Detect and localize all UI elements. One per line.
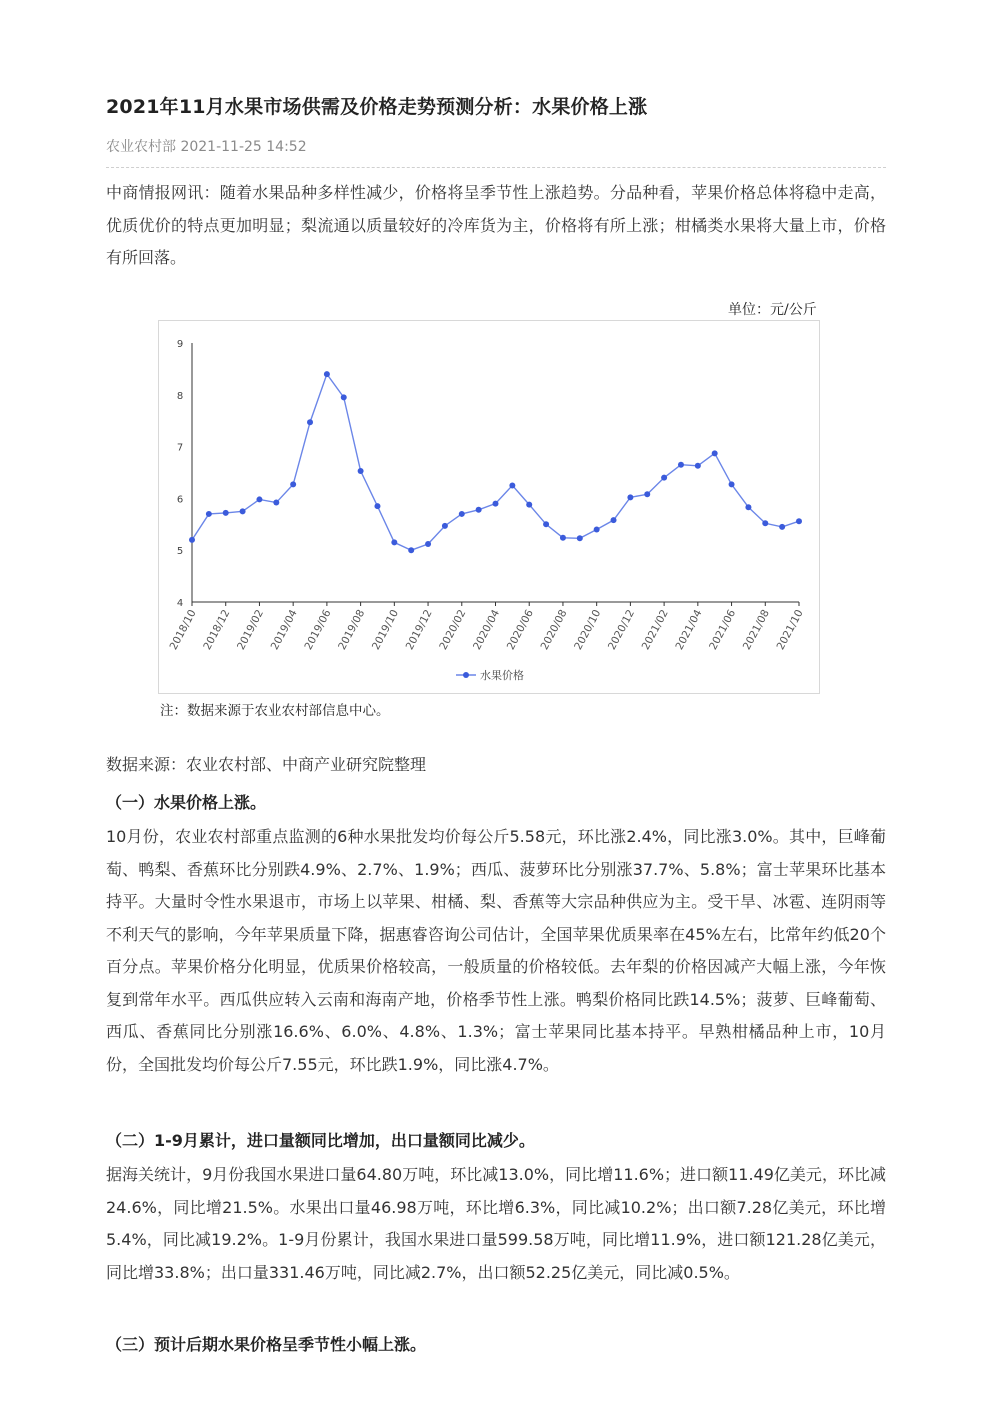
x-tick-label: 2019/12 xyxy=(403,607,435,652)
x-tick-label: 2020/08 xyxy=(538,607,570,652)
intro-paragraph: 中商情报网讯：随着水果品种多样性减少，价格将呈季节性上涨趋势。分品种看，苹果价格总体将稳中走高，优质优价的特点更加明显；梨流通以质量较好的冷库货为主，价格将有所上涨；柑橘类水果将大量上市，价格有所回落。 xyxy=(106,183,886,267)
data-point xyxy=(256,496,262,502)
data-point xyxy=(408,547,414,553)
article-meta: 农业农村部 2021-11-25 14:52 xyxy=(106,139,307,155)
section1-body: 10月份，农业农村部重点监测的6种水果批发均价每公斤5.58元，环比涨2.4%，同比涨3.0%。其中，巨峰葡萄、鸭梨、香蕉环比分别跌4.9%、2.7%、1.9%；西瓜、菠萝环比分别涨37.7%、5.8%；富士苹果环比基本持平。大量时令性水果退市，市场上以苹果、柑橘、梨、香蕉等大宗品种供应为主。受干旱、冰雹、连阴雨等不利天气的影响，今年苹果质量下降，据惠睿咨询公司估计，全国苹果优质果率在45%左右，比常年约低20个百分点。苹果价格分化明显，优质果价格较高，一般质量的价格较低。去年梨的价格因减产大幅上涨，今年恢复到常年水平。西瓜供应转入云南和海南产地，价格季节性上涨。鸭梨价格同比跌14.5%；菠萝、巨峰葡萄、西瓜、香蕉同比分别涨16.6%、6.0%、4.8%、1.3%；富士苹果同比基本持平。早熟柑橘品种上市，10月份，全国批发均价每公斤7.55元，环比跌1.9%，同比涨4.7%。 xyxy=(106,827,886,1074)
x-tick-label: 2020/04 xyxy=(471,607,503,652)
section2-heading: （二）1-9月累计，进口量额同比增加，出口量额同比减少。 xyxy=(106,1131,535,1150)
data-point xyxy=(189,537,195,543)
data-point xyxy=(594,526,600,532)
data-point xyxy=(273,500,279,506)
data-point xyxy=(240,508,246,514)
y-tick-label: 4 xyxy=(176,598,184,609)
data-point xyxy=(661,475,667,481)
chart-unit-label: 单位：元/公斤 xyxy=(728,302,817,318)
section2-body: 据海关统计，9月份我国水果进口量64.80万吨，环比减13.0%，同比增11.6%；进口额11.49亿美元，环比减24.6%，同比增21.5%。水果出口量46.98万吨，环比增6.3%，同比减10.2%；出口额7.28亿美元，环比增5.4%，同比减19.2%。1-9月份累计，我国水果进口量599.58万吨，同比增11.9%，进口额121.28亿美元，同比增33.8%；出口量331.46万吨，同比减2.7%，出口额52.25亿美元，同比减0.5%。 xyxy=(106,1165,886,1282)
x-tick-label: 2018/10 xyxy=(167,607,199,652)
x-tick-label: 2021/02 xyxy=(639,607,671,652)
x-tick-label: 2020/10 xyxy=(572,607,604,652)
data-point xyxy=(627,494,633,500)
data-point xyxy=(543,521,549,527)
chart-note: 注：数据来源于农业农村部信息中心。 xyxy=(160,703,390,719)
data-point xyxy=(762,520,768,526)
x-tick-label: 2019/06 xyxy=(302,607,334,652)
x-tick-label: 2018/12 xyxy=(201,607,233,652)
section3-heading: （三）预计后期水果价格呈季节性小幅上涨。 xyxy=(106,1335,427,1354)
data-point xyxy=(358,468,364,474)
x-tick-label: 2019/08 xyxy=(336,607,368,652)
source-line: 数据来源：农业农村部、中商产业研究院整理 xyxy=(106,755,427,774)
x-tick-label: 2021/08 xyxy=(740,607,772,652)
line-chart xyxy=(159,321,819,693)
y-tick-label: 5 xyxy=(176,546,184,558)
section1-heading: （一）水果价格上涨。 xyxy=(106,793,267,812)
x-tick-label: 2019/04 xyxy=(268,607,300,652)
data-point xyxy=(290,481,296,487)
data-point xyxy=(206,511,212,517)
data-point xyxy=(509,482,515,488)
data-point xyxy=(678,462,684,468)
x-tick-label: 2019/10 xyxy=(369,607,401,652)
data-point xyxy=(324,371,330,377)
data-point xyxy=(712,450,718,456)
x-tick-label: 2019/02 xyxy=(235,607,267,652)
data-point xyxy=(341,394,347,400)
legend-marker xyxy=(463,672,469,678)
x-tick-label: 2021/10 xyxy=(774,607,806,652)
data-point xyxy=(729,481,735,487)
data-point xyxy=(796,518,802,524)
data-point xyxy=(526,502,532,508)
x-tick-label: 2020/12 xyxy=(605,607,638,652)
data-point xyxy=(476,507,482,513)
data-point xyxy=(695,463,701,469)
data-point xyxy=(577,535,583,541)
data-point xyxy=(307,419,313,425)
data-point xyxy=(644,491,650,497)
x-tick-label: 2021/04 xyxy=(673,607,705,652)
data-point xyxy=(391,539,397,545)
y-tick-label: 8 xyxy=(176,390,184,402)
x-tick-label: 2020/06 xyxy=(504,607,536,652)
data-point xyxy=(459,511,465,517)
data-point xyxy=(745,504,751,510)
chart-container xyxy=(158,320,820,694)
series-line xyxy=(192,374,799,550)
y-tick-label: 7 xyxy=(176,442,184,454)
data-point xyxy=(611,517,617,523)
data-point xyxy=(374,503,380,509)
data-point xyxy=(425,541,431,547)
data-point xyxy=(560,535,566,541)
article-title: 2021年11月水果市场供需及价格走势预测分析：水果价格上涨 xyxy=(106,96,648,118)
data-point xyxy=(493,501,499,507)
data-point xyxy=(779,524,785,530)
data-point xyxy=(223,510,229,516)
legend-label: 水果价格 xyxy=(480,669,524,682)
x-tick-label: 2021/06 xyxy=(707,607,739,652)
divider xyxy=(106,167,886,168)
y-tick-label: 9 xyxy=(176,339,184,350)
data-point xyxy=(442,523,448,529)
x-tick-label: 2020/02 xyxy=(437,607,469,652)
y-tick-label: 6 xyxy=(176,494,184,506)
